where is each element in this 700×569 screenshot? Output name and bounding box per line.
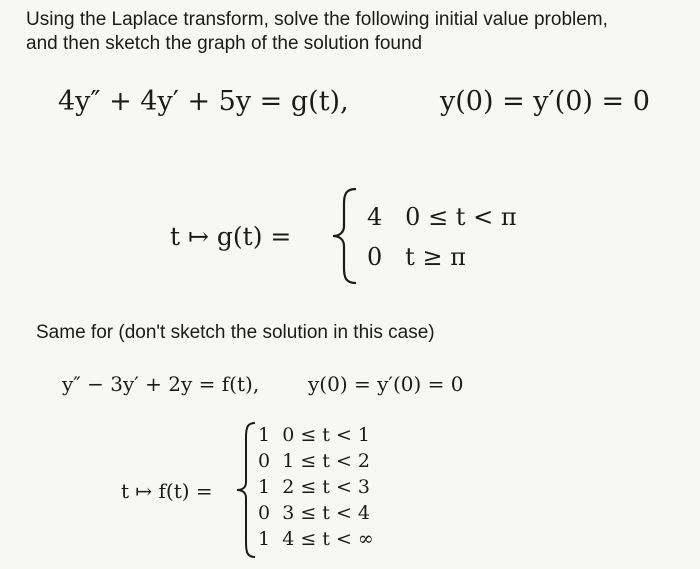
f-case-condition: 3 ≤ t < 4 [282,502,370,524]
g-piecewise-brace [330,186,360,286]
g-case-row [367,243,466,271]
f-case-condition: 0 ≤ t < 1 [282,424,370,446]
f-case-value: 0 [258,502,271,524]
f-case-row [258,450,370,472]
f-case-value: 0 [258,450,271,472]
f-case-value: 1 [258,424,271,446]
ode1-equation: 4y″ + 4y′ + 5y = g(t), [58,86,349,117]
problem-statement-line-1: Using the Laplace transform, solve the following initial value problem, [26,9,608,30]
f-case-condition: 4 ≤ t < ∞ [282,528,374,550]
second-problem-note: Same for (don't sketch the solution in this case) [36,322,435,343]
ode2-equation: y″ − 3y′ + 2y = f(t), [62,372,260,396]
f-case-row [258,424,370,446]
f-case-row [258,476,370,498]
f-piecewise-brace [234,420,258,560]
f-definition-label: t ↦ f(t) = [121,479,213,503]
f-case-value: 1 [258,476,271,498]
f-case-row [258,502,370,524]
f-case-value: 1 [258,528,271,550]
f-case-condition: 1 ≤ t < 2 [282,450,370,472]
g-definition-label: t ↦ g(t) = [170,222,292,251]
g-case-value: 0 [367,243,383,271]
g-case-condition: 0 ≤ t < π [405,203,517,231]
ode1-initial-conditions: y(0) = y′(0) = 0 [440,86,650,117]
g-case-row [367,203,517,231]
ode2-initial-conditions: y(0) = y′(0) = 0 [308,372,464,396]
problem-statement-line-2: and then sketch the graph of the solution found [26,33,423,54]
f-case-row [258,528,374,550]
g-case-value: 4 [367,203,383,231]
f-case-condition: 2 ≤ t < 3 [282,476,370,498]
g-case-condition: t ≥ π [405,243,466,271]
